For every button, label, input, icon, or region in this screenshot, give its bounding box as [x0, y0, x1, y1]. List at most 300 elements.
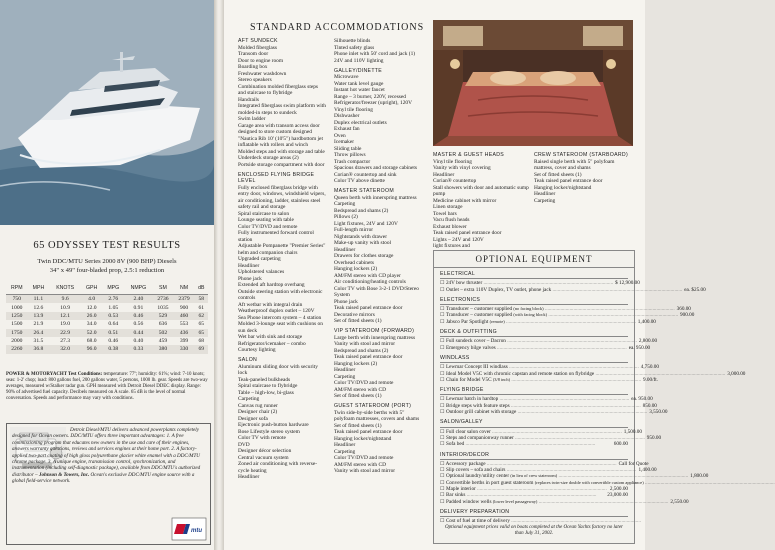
list-item: AM/FM stereo with CD player [334, 272, 401, 279]
list-item: Aluminum sliding door with security lock [238, 363, 318, 376]
option-price: 360.00 [676, 306, 691, 313]
list-item: Linen storage [433, 204, 463, 210]
option-label-text: Sofa bed [445, 441, 465, 448]
list-item: Hanging lockers (2) [334, 360, 378, 367]
option-label: ☐ Emergency bilge valves ..... [440, 345, 627, 351]
list-item: Canvas rug runner [238, 402, 278, 409]
option-label-text: Transducer – customer supplied [445, 312, 513, 319]
test-props: 34" x 49" four-bladed prop, 2.5:1 reduction [49, 267, 165, 274]
list-item: Large berth with innerspring mattress [334, 334, 416, 341]
option-label-text: Convertible berths in port guest stateroom [445, 479, 534, 486]
table-cell: 2736 [152, 295, 173, 304]
list-item: Set of fitted sheets (1) [334, 318, 382, 324]
option-price: 950.00 [646, 434, 662, 441]
section-heading: MASTER STATEROOM [334, 188, 394, 194]
option-price: 1,400.00 [637, 318, 656, 325]
table-cell: 31.5 [33, 338, 44, 345]
column-header: SM [152, 283, 173, 295]
test-engines: Twin DDC/MTU Series 2000 8V (900 BHP) Diesels [37, 258, 177, 265]
list-item: Stereo speakers [238, 77, 272, 83]
list-item: Central vacuum system [238, 454, 289, 461]
option-label-text: Steps and companionway runner [445, 434, 514, 441]
test-results-title: 65 ODYSSEY TEST RESULTS [33, 240, 181, 251]
option-price: ea. 950.00 [631, 396, 653, 403]
table-cell: 380 [152, 345, 173, 353]
table-cell: 900 [179, 304, 189, 311]
option-price: 3,550.00 [649, 409, 668, 416]
list-item: Trash compactor [334, 158, 371, 165]
list-item: Medicine cabinet with mirror [433, 197, 497, 204]
list-item: Fully enclosed fiberglass bridge with entry door, windows, windshield wipers, air conditioning, ladder, stainless steel safety rail and storage [238, 184, 326, 210]
list-item: Tinted safety glass [334, 44, 375, 51]
list-item: Outside steering station with electronic controls [238, 288, 323, 301]
list-item: Door to engine room [238, 57, 284, 64]
test-conditions-text: temperature: 77º; humidity: 61%; wind: 7-10 knots; seas: 1-2' chop; load: 800 gallons fuel, 200 gallons water, 5 persons, 1000 lb. gear. Speeds are two-way averages, measured w/Stalker radar gun. GPH measured with Detroit Diesel DDEC display. Range: 90% of advertised fuel capacity. Decibels measured on A scale. 65 dB is the level of normal conversation. Speeds and performance may vary with conditions. [6, 372, 208, 401]
table-cell: 436 [173, 329, 194, 337]
option-label: ☐ Outdoor grill cabinet with storage ..... [440, 409, 647, 415]
option-label-text: Chain for Model V5C [445, 376, 492, 383]
table-cell: 68 [198, 338, 205, 345]
option-price: 1,400.00 [638, 467, 657, 474]
table-cell: 65 [195, 329, 208, 337]
table-cell: 12.0 [86, 304, 97, 311]
option-price: 4,750.00 [640, 364, 659, 371]
list-item: Headliner [334, 442, 356, 448]
mtu-ad-box [6, 423, 211, 545]
test-conditions [6, 372, 209, 402]
accommodations-column-2 [334, 38, 422, 475]
list-item: Hanging locker/nightstand [334, 435, 392, 442]
option-row [440, 344, 651, 351]
list-item: Exhaust blower [433, 223, 467, 230]
table-cell: 2379 [173, 295, 194, 304]
list-item: Phone inlet with 50' cord and jack (1) [334, 51, 416, 57]
list-item: Portside storage compartment with door [238, 161, 325, 168]
table-cell: 0.53 [102, 312, 124, 320]
option-section-heading: SALON/GALLEY [440, 419, 628, 427]
page-gutter [214, 0, 224, 550]
list-item: Headliner [334, 246, 356, 253]
option-section-heading: DECK & OUTFITTING [440, 329, 628, 337]
column-header: KNOTS [49, 283, 81, 295]
list-item: Handrails [238, 96, 259, 103]
table-cell: 1000 [11, 304, 23, 311]
table-cell: 0.51 [102, 329, 124, 337]
option-label: ☐ Convertible berths in port guest stateroom (replaces twin-size double with convertible custom appliance) ..... [440, 480, 775, 486]
table-cell: 32.0 [49, 345, 81, 353]
option-row [440, 376, 659, 383]
option-label-text: Maple interior [445, 486, 476, 493]
section-heading: VIP STATEROOM (FORWARD) [334, 328, 415, 334]
list-item: Vanity with stool and mirror [334, 468, 396, 474]
option-label-text: Slip covers – sofa and chairs [445, 467, 506, 474]
list-item: Boarding box [238, 64, 268, 70]
option-label: ☐ Accessory package ..... [440, 461, 617, 467]
option-label: ☐ Chain for Model V5C (3/8 inch) ..... [440, 377, 641, 383]
table-cell: 2000 [11, 338, 23, 345]
table-cell: 0.40 [133, 338, 144, 345]
list-item: Upholstered valances [238, 269, 285, 275]
option-price: 1,800.00 [690, 473, 709, 480]
section-heading: GUEST STATEROOM (PORT) [334, 403, 412, 409]
list-item: Weatherproof duplex outlet – 120V [238, 308, 315, 314]
option-label-text: Ideal Model V5C with chromic capstan and remote station on flybridge [445, 370, 595, 377]
list-item: Hanging lockers (2) [334, 266, 378, 272]
table-cell: 2.76 [102, 295, 124, 304]
list-item: Designer décor selection [238, 448, 292, 454]
accommodations-column-4 [534, 152, 634, 204]
list-item: Zoned air conditioning with reverse-cycle heating [238, 461, 318, 474]
table-cell: 62 [195, 312, 208, 320]
table-row [6, 303, 208, 311]
list-item: Integrated fiberglass swim platform with molded-in steps to sundeck [238, 103, 326, 116]
list-item: Decorative mirrors [334, 311, 375, 318]
option-note: (lower level passageway) [492, 498, 538, 504]
option-label: ☐ Lewmar Concept III windlass ..... [440, 364, 639, 370]
list-item: Color TV/DVD and remote [334, 455, 394, 461]
table-row [6, 295, 208, 304]
list-item: Color TV above dinette [334, 178, 385, 184]
option-label: ☐ Maple interior ..... [440, 486, 608, 492]
option-label-text: 24V bow thruster [445, 280, 483, 287]
mtu-logo-text: mtu [191, 528, 202, 534]
table-cell: 26.0 [81, 312, 102, 320]
ad-text [12, 427, 204, 485]
table-cell: 2260 [6, 345, 28, 353]
list-item: Icemaker [334, 139, 355, 145]
option-price: 900.00 [680, 312, 695, 319]
column-header: RPM [6, 283, 28, 295]
list-item: Adjustable Pompanette "Premier Series" helm and companion chairs [238, 243, 326, 256]
table-cell: 52.0 [81, 329, 102, 337]
list-item: Carpeting [534, 197, 556, 204]
list-item: DVD [238, 441, 250, 448]
list-item: Headliner [534, 191, 556, 197]
accommodations-column-3 [433, 152, 533, 256]
column-header: NMPG [124, 283, 152, 295]
option-section-heading: ELECTRICAL [440, 271, 628, 279]
option-price: 9.00/ft. [643, 376, 659, 383]
option-label: ☐ Jabsco Par Spotlight (remote) ..... [440, 319, 636, 325]
option-row [440, 409, 668, 416]
list-item: Phone jack [238, 275, 262, 282]
list-item: Carpeting [238, 396, 260, 402]
accommodations-title: STANDARD ACCOMMODATIONS [250, 22, 425, 33]
option-label-text: Outdoor grill cabinet with storage [445, 409, 517, 416]
option-label: ☐ Steps and companionway runner ..... [440, 435, 645, 441]
table-cell: 61 [198, 304, 205, 311]
table-cell: 636 [158, 321, 168, 328]
table-cell: 0.56 [133, 321, 144, 328]
list-item: Sliding table [334, 145, 362, 152]
table-cell: 34.0 [86, 321, 97, 328]
list-item: Exhaust fan [334, 126, 360, 132]
column-header: dB [195, 283, 208, 295]
option-price: 600.00 [613, 441, 628, 448]
table-cell: 1.05 [108, 304, 119, 311]
list-item: Towel bars [433, 210, 457, 217]
option-label: ☐ Full sundeck cover – Dacron ..... [440, 338, 637, 344]
table-cell: 0.44 [124, 329, 152, 337]
option-label: ☐ Optional laundry/utility center (in lieu of crew stateroom) ..... [440, 473, 688, 479]
table-cell: 2.40 [124, 295, 152, 304]
list-item: Headliner [238, 474, 260, 480]
section-heading: ENCLOSED FLYING BRIDGE LEVEL [238, 171, 315, 184]
column-header: GPH [81, 283, 102, 295]
table-cell: 0.91 [133, 304, 144, 311]
option-label-text: Lewmar hatch in hardtop [445, 396, 499, 403]
optional-equipment-box [433, 250, 746, 544]
option-label-text: Transducer – customer supplied [445, 306, 513, 313]
list-item: light fixtures and [433, 243, 470, 249]
column-header: MPG [102, 283, 124, 295]
left-page [0, 0, 214, 550]
list-item: Overhead cabinets [334, 259, 374, 266]
table-cell: 36.8 [28, 345, 50, 353]
list-item: Color TV/DVD and remote [334, 380, 394, 386]
section-heading: GALLEY/DINETTE [334, 67, 383, 74]
option-price: 3,000.00 [727, 370, 746, 377]
option-note: (replaces twin-size double with convertible custom appliance) [534, 479, 644, 485]
ad-dealer: Johnson & Towers, Inc. [38, 471, 90, 478]
column-header: NM [173, 283, 194, 295]
list-item: Headliner [433, 171, 455, 178]
test-conditions-heading: POWER & MOTORYACHT Test Conditions: [6, 372, 103, 377]
option-label: ☐ Lewmar hatch in hardtop ..... [440, 396, 629, 402]
option-label-text: Lewmar Concept III windlass [445, 364, 508, 371]
option-label-text: Full sundeck cover – Dacron [445, 338, 506, 345]
list-item: Vanity with stool and mirror [334, 341, 396, 347]
table-cell: 12.1 [49, 312, 81, 320]
table-cell: 22.9 [49, 329, 81, 337]
table-cell: 27.3 [60, 338, 71, 345]
list-item: Oven [334, 132, 346, 139]
option-price: $ 12,900.00 [615, 280, 640, 287]
mtu-logo [172, 518, 206, 540]
accommodations-column-1 [238, 38, 326, 481]
option-label: ☐ Slip covers – sofa and chairs ..... [440, 467, 636, 473]
list-item: Designer sofa [238, 415, 268, 422]
table-cell: 9.6 [49, 295, 81, 304]
table-cell: 399 [179, 338, 189, 345]
list-item: Underdeck storage areas (2) [238, 155, 299, 161]
table-cell: 330 [173, 345, 194, 353]
option-label-text: Optional laundry/utility center [445, 473, 510, 480]
list-item: Throw pillows [334, 152, 366, 158]
list-item: Vinyl tile flooring [334, 106, 373, 113]
option-price: 2,800.00 [638, 338, 658, 345]
table-cell: 65 [198, 321, 205, 328]
list-item: Nightstands with drawer [334, 233, 387, 240]
option-label: ☐ Ideal Model V5C with chromic capstan and remote station on flybridge ..... [440, 371, 725, 377]
table-cell: 1750 [6, 329, 28, 337]
table-cell: 750 [6, 295, 28, 304]
option-price: 23,000.00 [607, 492, 628, 499]
option-note: (no facing block) [513, 306, 544, 312]
option-price: 850.00 [642, 402, 657, 409]
option-row [440, 318, 656, 325]
option-label-text: Bridge steps with feature steps [445, 402, 510, 409]
table-cell: 502 [152, 329, 173, 337]
list-item: Pillows (2) [334, 214, 358, 220]
stateroom-photo [433, 20, 633, 146]
list-item: AM/FM stereo with CD [334, 461, 386, 468]
list-item: Spacious drawers and storage cabinets [334, 165, 417, 171]
list-item: Full-length mirror [334, 227, 374, 233]
list-item: Duplex electrical outlets [334, 119, 387, 126]
list-item: AM/FM stereo with CD [334, 386, 386, 393]
option-label: ☐ Bridge steps with feature steps ..... [440, 403, 641, 409]
section-heading: CREW STATEROOM (STARBOARD) [534, 152, 628, 158]
list-item: Teak raised panel entrance door [334, 429, 403, 435]
option-section-heading: DELIVERY PREPARATION [440, 509, 628, 517]
table-cell: 459 [158, 338, 168, 345]
table-row [6, 320, 208, 328]
table-cell: 0.46 [108, 338, 119, 345]
option-label: ☐ Transducer – customer supplied (with facing block) ..... [440, 312, 678, 318]
table-cell: 10.9 [60, 304, 71, 311]
list-item: Teak raised panel entrance door [534, 178, 603, 184]
table-cell: 0.38 [102, 345, 124, 353]
list-item: Light fixtures, 24V and 120V [334, 220, 398, 227]
option-note: (remote) [489, 318, 505, 324]
list-item: Bedspread and shams (2) [334, 347, 389, 354]
option-price: 1,500.00 [623, 428, 642, 435]
list-item: Set of fitted sheets (1) [534, 171, 582, 178]
list-item: Teak raised panel entrance door [334, 305, 403, 311]
list-item: Microwave [334, 74, 359, 80]
list-item: Refrigerator/icemaker – combo [238, 340, 306, 347]
list-item: Molded steps and with storage and table [238, 148, 325, 155]
table-cell: 68.0 [86, 338, 97, 345]
list-item: Lights – 24V and 120V [433, 236, 484, 243]
option-section-heading: INTERIOR/DECOR [440, 452, 628, 460]
option-row [440, 286, 706, 293]
list-item: Carpeting [334, 373, 356, 380]
list-item: Swim ladder [238, 116, 266, 122]
option-label-text: Outlet – extra 110V Duplex, TV outlet, phone jack [445, 286, 552, 293]
list-item: Upgraded carpeting [238, 256, 281, 262]
table-cell: 0.33 [124, 345, 152, 353]
table-cell: 460 [173, 312, 194, 320]
column-header: MPH [28, 283, 50, 295]
list-item: Molded 3-lounge seat with cushions on sun deck [238, 321, 323, 334]
list-item: Color TV with Bose 3-2-1 DVD/Stereo System [334, 285, 419, 298]
list-item: Stall showers with door and automatic sump pump [433, 184, 529, 197]
list-item: Hanging locker/nightstand [534, 184, 592, 191]
table-cell: 19.0 [60, 321, 71, 328]
list-item: Corian® countertop [433, 178, 477, 184]
option-label-text: Bar sinks [445, 492, 466, 499]
table-cell: 1035 [157, 304, 169, 311]
list-item: Vanity with vinyl covering [433, 165, 491, 171]
list-item: Teak raised panel entrance door [334, 354, 403, 360]
table-cell: 0.64 [108, 321, 119, 328]
list-item: Twin side-by-side berths with 5" polyfoam mattresses, covers and shams [334, 409, 420, 422]
list-item: Raised single berth with 5" polyfoam mattress, cover and shams [534, 158, 615, 171]
option-label: ☐ Transducer – customer supplied (no facing block) ..... [440, 306, 675, 312]
option-label: ☐ 24V bow thruster ..... [440, 280, 613, 286]
table-cell: 11.1 [28, 295, 50, 304]
option-label-text: Padded window wells [445, 498, 492, 505]
ad-body-end: Ocean's exclusive DDC/MTU engine source with a global field-service network. [12, 471, 195, 485]
list-item: Table – high-low, bi-glass [238, 389, 294, 396]
list-item: Freshwater washdown [238, 70, 287, 77]
table-cell: 69 [195, 345, 208, 353]
list-item: Instant hot water faucet [334, 87, 385, 93]
list-item: Courtesy lighting [238, 347, 276, 353]
option-row [440, 498, 689, 505]
list-item: Vinyl tile flooring [433, 158, 472, 165]
list-item: Range – 3 burner, 220V, recessed [334, 93, 406, 100]
table-cell: 1500 [11, 321, 23, 328]
option-row [440, 518, 628, 524]
list-item: Extended aft hardtop overhang [238, 282, 305, 288]
list-item: 24V and 110V lighting [334, 57, 384, 64]
list-item: Air conditioning/heating controls [334, 279, 406, 285]
table-cell: 58 [195, 295, 208, 304]
list-item: Transom door [238, 51, 269, 57]
list-item: Spiral staircase to flybridge [238, 383, 298, 389]
list-item: Sea Phone intercom system – 4 station [238, 314, 322, 321]
option-label-text: Accessory package [445, 460, 486, 467]
table-cell: 1250 [6, 312, 28, 320]
list-item: Make-up vanity with stool [334, 240, 392, 246]
list-item: Headliner [334, 367, 356, 373]
list-item: Teak-paneled bulkheads [238, 376, 291, 383]
list-item: Designer chair (2) [238, 409, 278, 415]
table-row [6, 312, 208, 320]
option-label: ☐ Outlet – extra 110V Duplex, TV outlet, phone jack ..... [440, 287, 682, 293]
option-label-text: Emergency bilge valves [445, 344, 496, 351]
list-item: Wet bar with sink and storage [238, 334, 303, 340]
option-price: 2,550.00 [670, 498, 689, 505]
test-results-table [6, 283, 208, 354]
list-item: Ejectronic push-button hardware [238, 422, 309, 428]
section-heading: AFT SUNDECK [238, 38, 278, 44]
table-cell: 21.9 [33, 321, 44, 328]
list-item: Drawers for clothes storage [334, 253, 394, 259]
table-row [6, 329, 208, 337]
list-item: Queen berth with innerspring mattress [334, 194, 417, 201]
section-heading: SALON [238, 357, 258, 363]
option-section-heading: FLYING BRIDGE [440, 387, 628, 395]
table-cell: 4.0 [81, 295, 102, 304]
list-item: Lounge seating with table [238, 217, 294, 223]
list-item: Fully instrumented forward control station [238, 230, 314, 243]
option-note: (3/8 inch) [492, 376, 511, 382]
list-item: Carpeting [334, 201, 356, 207]
table-header-row [6, 283, 208, 295]
optional-equipment-list [440, 271, 746, 525]
option-row [440, 441, 628, 447]
option-label-text: Jabsco Par Spotlight [445, 318, 489, 325]
table-cell: 12.6 [33, 304, 44, 311]
optional-equipment-title: OPTIONAL EQUIPMENT [434, 251, 634, 268]
list-item: Aft wetbar with integral drain [238, 301, 303, 308]
option-label-text: Full clear salon cover [445, 428, 491, 435]
list-item: Combination molded fiberglass steps and staircase to flybridge [238, 83, 319, 96]
option-label-text: Cost of fuel at time of delivery [445, 518, 510, 525]
option-section-heading: WINDLASS [440, 355, 628, 363]
list-item: Corian® countertop and sink [334, 171, 397, 178]
table-cell: 553 [179, 321, 189, 328]
yacht-photo [0, 0, 214, 225]
option-price: 2,500.00 [609, 486, 628, 493]
list-item: Carpeting [334, 448, 356, 455]
table-cell: 13.9 [28, 312, 50, 320]
list-item: Teak raised panel entrance door [433, 230, 502, 236]
